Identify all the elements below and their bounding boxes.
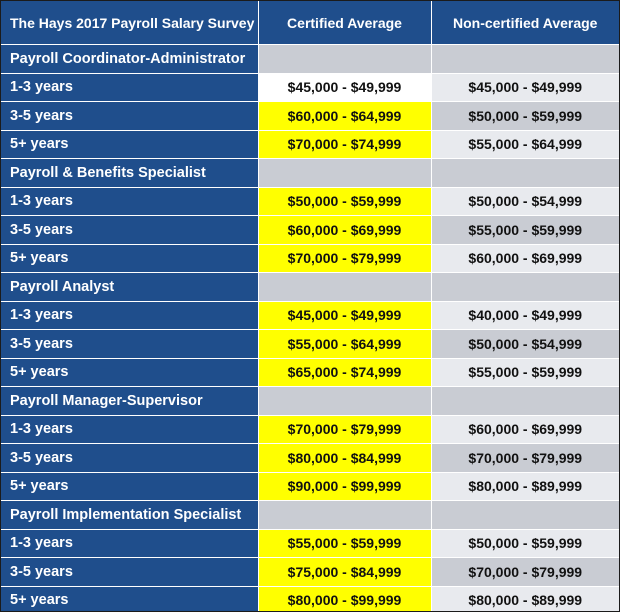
certified-salary-cell: $55,000 - $59,999 — [258, 529, 431, 558]
certified-column-header: Certified Average — [258, 1, 431, 45]
section-spacer-cell — [431, 273, 619, 302]
section-title: Payroll Analyst — [1, 273, 258, 302]
section-spacer-cell — [258, 387, 431, 416]
noncertified-salary-cell: $55,000 - $64,999 — [431, 130, 619, 159]
noncertified-salary-cell: $55,000 - $59,999 — [431, 216, 619, 245]
section-row — [1, 501, 619, 530]
table-row — [1, 444, 619, 473]
section-spacer-cell — [431, 45, 619, 74]
table-row — [1, 330, 619, 359]
section-row — [1, 273, 619, 302]
noncertified-salary-cell: $40,000 - $49,999 — [431, 301, 619, 330]
table-header-row — [1, 1, 619, 45]
section-spacer-cell — [258, 501, 431, 530]
section-row — [1, 387, 619, 416]
certified-salary-cell: $70,000 - $79,999 — [258, 244, 431, 273]
certified-salary-cell: $80,000 - $99,999 — [258, 586, 431, 612]
noncertified-column-header: Non-certified Average — [431, 1, 619, 45]
certified-salary-cell: $65,000 - $74,999 — [258, 358, 431, 387]
experience-label: 5+ years — [1, 244, 258, 273]
table-row — [1, 558, 619, 587]
table-row — [1, 472, 619, 501]
experience-label: 3-5 years — [1, 330, 258, 359]
noncertified-salary-cell: $60,000 - $69,999 — [431, 244, 619, 273]
certified-salary-cell: $45,000 - $49,999 — [258, 73, 431, 102]
table-body — [1, 45, 619, 612]
certified-salary-cell: $90,000 - $99,999 — [258, 472, 431, 501]
certified-salary-cell: $60,000 - $64,999 — [258, 102, 431, 131]
section-spacer-cell — [431, 159, 619, 188]
noncertified-salary-cell: $45,000 - $49,999 — [431, 73, 619, 102]
section-title: Payroll Manager-Supervisor — [1, 387, 258, 416]
noncertified-salary-cell: $50,000 - $54,999 — [431, 330, 619, 359]
table-row — [1, 102, 619, 131]
section-title: Payroll & Benefits Specialist — [1, 159, 258, 188]
experience-label: 3-5 years — [1, 444, 258, 473]
noncertified-salary-cell: $50,000 - $59,999 — [431, 102, 619, 131]
section-title: Payroll Implementation Specialist — [1, 501, 258, 530]
noncertified-salary-cell: $60,000 - $69,999 — [431, 415, 619, 444]
table-row — [1, 529, 619, 558]
section-row — [1, 159, 619, 188]
section-row — [1, 45, 619, 74]
certified-salary-cell: $80,000 - $84,999 — [258, 444, 431, 473]
table-row — [1, 130, 619, 159]
experience-label: 3-5 years — [1, 102, 258, 131]
noncertified-salary-cell: $80,000 - $89,999 — [431, 586, 619, 612]
table-row — [1, 301, 619, 330]
certified-salary-cell: $50,000 - $59,999 — [258, 187, 431, 216]
experience-label: 5+ years — [1, 130, 258, 159]
noncertified-salary-cell: $55,000 - $59,999 — [431, 358, 619, 387]
noncertified-salary-cell: $80,000 - $89,999 — [431, 472, 619, 501]
experience-label: 1-3 years — [1, 187, 258, 216]
section-spacer-cell — [431, 387, 619, 416]
noncertified-salary-cell: $70,000 - $79,999 — [431, 558, 619, 587]
table-row — [1, 187, 619, 216]
section-spacer-cell — [258, 159, 431, 188]
noncertified-salary-cell: $50,000 - $54,999 — [431, 187, 619, 216]
table-row — [1, 358, 619, 387]
experience-label: 3-5 years — [1, 558, 258, 587]
salary-table — [1, 1, 619, 612]
experience-label: 5+ years — [1, 586, 258, 612]
table-title: The Hays 2017 Payroll Salary Survey — [1, 1, 258, 45]
certified-salary-cell: $45,000 - $49,999 — [258, 301, 431, 330]
experience-label: 3-5 years — [1, 216, 258, 245]
experience-label: 1-3 years — [1, 415, 258, 444]
section-spacer-cell — [431, 501, 619, 530]
experience-label: 1-3 years — [1, 301, 258, 330]
section-spacer-cell — [258, 45, 431, 74]
noncertified-salary-cell: $50,000 - $59,999 — [431, 529, 619, 558]
table-row — [1, 415, 619, 444]
experience-label: 5+ years — [1, 472, 258, 501]
experience-label: 1-3 years — [1, 73, 258, 102]
certified-salary-cell: $70,000 - $79,999 — [258, 415, 431, 444]
table-row — [1, 244, 619, 273]
table-row — [1, 586, 619, 612]
table-row — [1, 216, 619, 245]
certified-salary-cell: $70,000 - $74,999 — [258, 130, 431, 159]
experience-label: 5+ years — [1, 358, 258, 387]
noncertified-salary-cell: $70,000 - $79,999 — [431, 444, 619, 473]
certified-salary-cell: $55,000 - $64,999 — [258, 330, 431, 359]
certified-salary-cell: $60,000 - $69,999 — [258, 216, 431, 245]
experience-label: 1-3 years — [1, 529, 258, 558]
certified-salary-cell: $75,000 - $84,999 — [258, 558, 431, 587]
section-title: Payroll Coordinator-Administrator — [1, 45, 258, 74]
section-spacer-cell — [258, 273, 431, 302]
table-row — [1, 73, 619, 102]
